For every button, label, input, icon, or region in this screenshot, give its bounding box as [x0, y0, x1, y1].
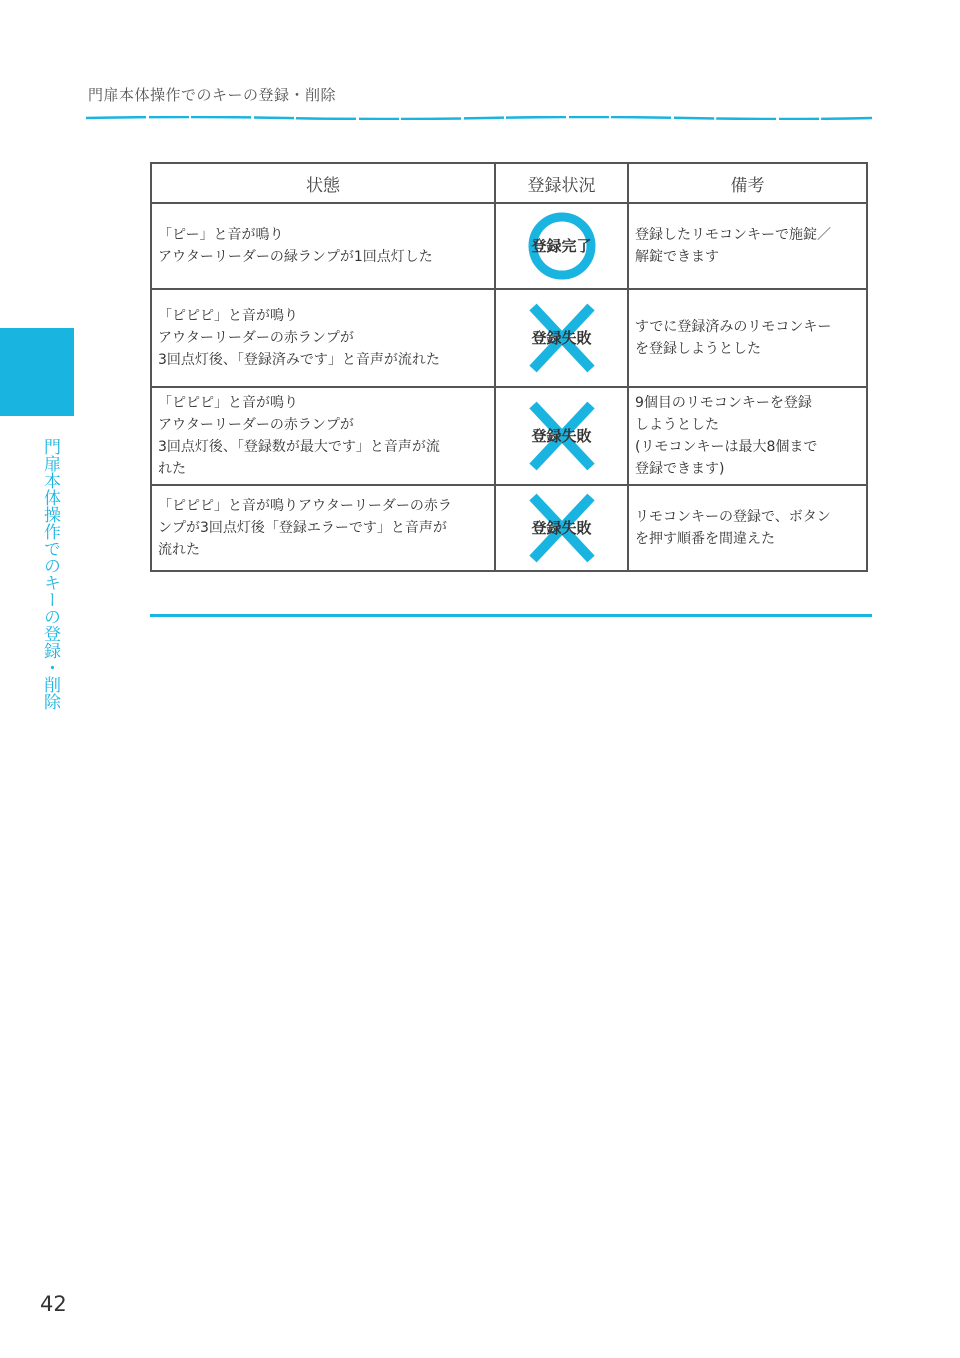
- header-rule: [86, 116, 872, 120]
- header-status: 登録状況: [495, 163, 628, 203]
- note-cell: [628, 203, 867, 289]
- state-line: 流れた: [158, 542, 200, 558]
- state-cell: [151, 485, 495, 571]
- status-cell: [495, 387, 628, 485]
- status-cell: [495, 485, 628, 571]
- note-cell: [628, 289, 867, 387]
- state-line: 「ピー」と音が鳴り: [158, 227, 284, 243]
- table-row: [151, 485, 867, 571]
- status-badge: [527, 401, 597, 471]
- note-line: (リモコンキーは最大8個まで: [635, 439, 818, 455]
- side-tab: [0, 328, 74, 416]
- registration-status-table-wrap: [150, 162, 866, 572]
- state-line: れた: [158, 461, 186, 477]
- state-line: ンプが3回点灯後「登録エラーです」と音声が: [158, 520, 447, 536]
- section-end-rule: [150, 614, 872, 617]
- status-label: 登録完了: [531, 237, 592, 255]
- state-line: アウターリーダーの赤ランプが: [158, 330, 354, 346]
- status-label: 登録失敗: [531, 519, 592, 537]
- side-tab-label: 門扉本体操作でのキーの登録・削除: [40, 438, 60, 710]
- header-title: 門扉本体操作でのキーの登録・削除: [88, 86, 337, 104]
- status-label: 登録失敗: [531, 427, 592, 445]
- note-cell: [628, 387, 867, 485]
- state-line: 「ピピピ」と音が鳴りアウターリーダーの赤ラ: [158, 498, 452, 514]
- table-row: [151, 289, 867, 387]
- note-line: リモコンキーの登録で、ボタン: [635, 509, 831, 525]
- state-line: 3回点灯後、「登録数が最大です」と音声が流: [158, 439, 440, 455]
- header-state: 状態: [151, 163, 495, 203]
- state-cell: [151, 203, 495, 289]
- state-line: アウターリーダーの赤ランプが: [158, 417, 354, 433]
- state-line: 3回点灯後、「登録済みです」と音声が流れた: [158, 352, 440, 368]
- table-row: [151, 203, 867, 289]
- note-cell: [628, 485, 867, 571]
- status-cell: [495, 203, 628, 289]
- table-row: [151, 387, 867, 485]
- status-cell: [495, 289, 628, 387]
- state-cell: [151, 289, 495, 387]
- state-line: 「ピピピ」と音が鳴り: [158, 308, 298, 324]
- note-line: すでに登録済みのリモコンキー: [635, 319, 832, 335]
- registration-status-table: [150, 162, 868, 572]
- note-line: を登録しようとした: [635, 341, 761, 357]
- state-cell: [151, 387, 495, 485]
- page-number: 42: [40, 1292, 67, 1316]
- status-badge: [527, 303, 597, 373]
- header-note: 備考: [628, 163, 867, 203]
- table-header-row: [151, 163, 867, 203]
- status-label: 登録失敗: [531, 329, 592, 347]
- note-line: 登録したリモコンキーで施錠／: [635, 227, 831, 243]
- note-line: 登録できます): [635, 461, 725, 477]
- status-badge: [527, 493, 597, 563]
- state-line: 「ピピピ」と音が鳴り: [158, 395, 298, 411]
- note-line: を押す順番を間違えた: [635, 531, 775, 547]
- note-line: 9個目のリモコンキーを登録: [635, 395, 812, 411]
- note-line: 解錠できます: [635, 249, 719, 265]
- state-line: アウターリーダーの緑ランプが1回点灯した: [158, 249, 433, 265]
- status-badge: [527, 211, 597, 281]
- note-line: しようとした: [635, 417, 719, 433]
